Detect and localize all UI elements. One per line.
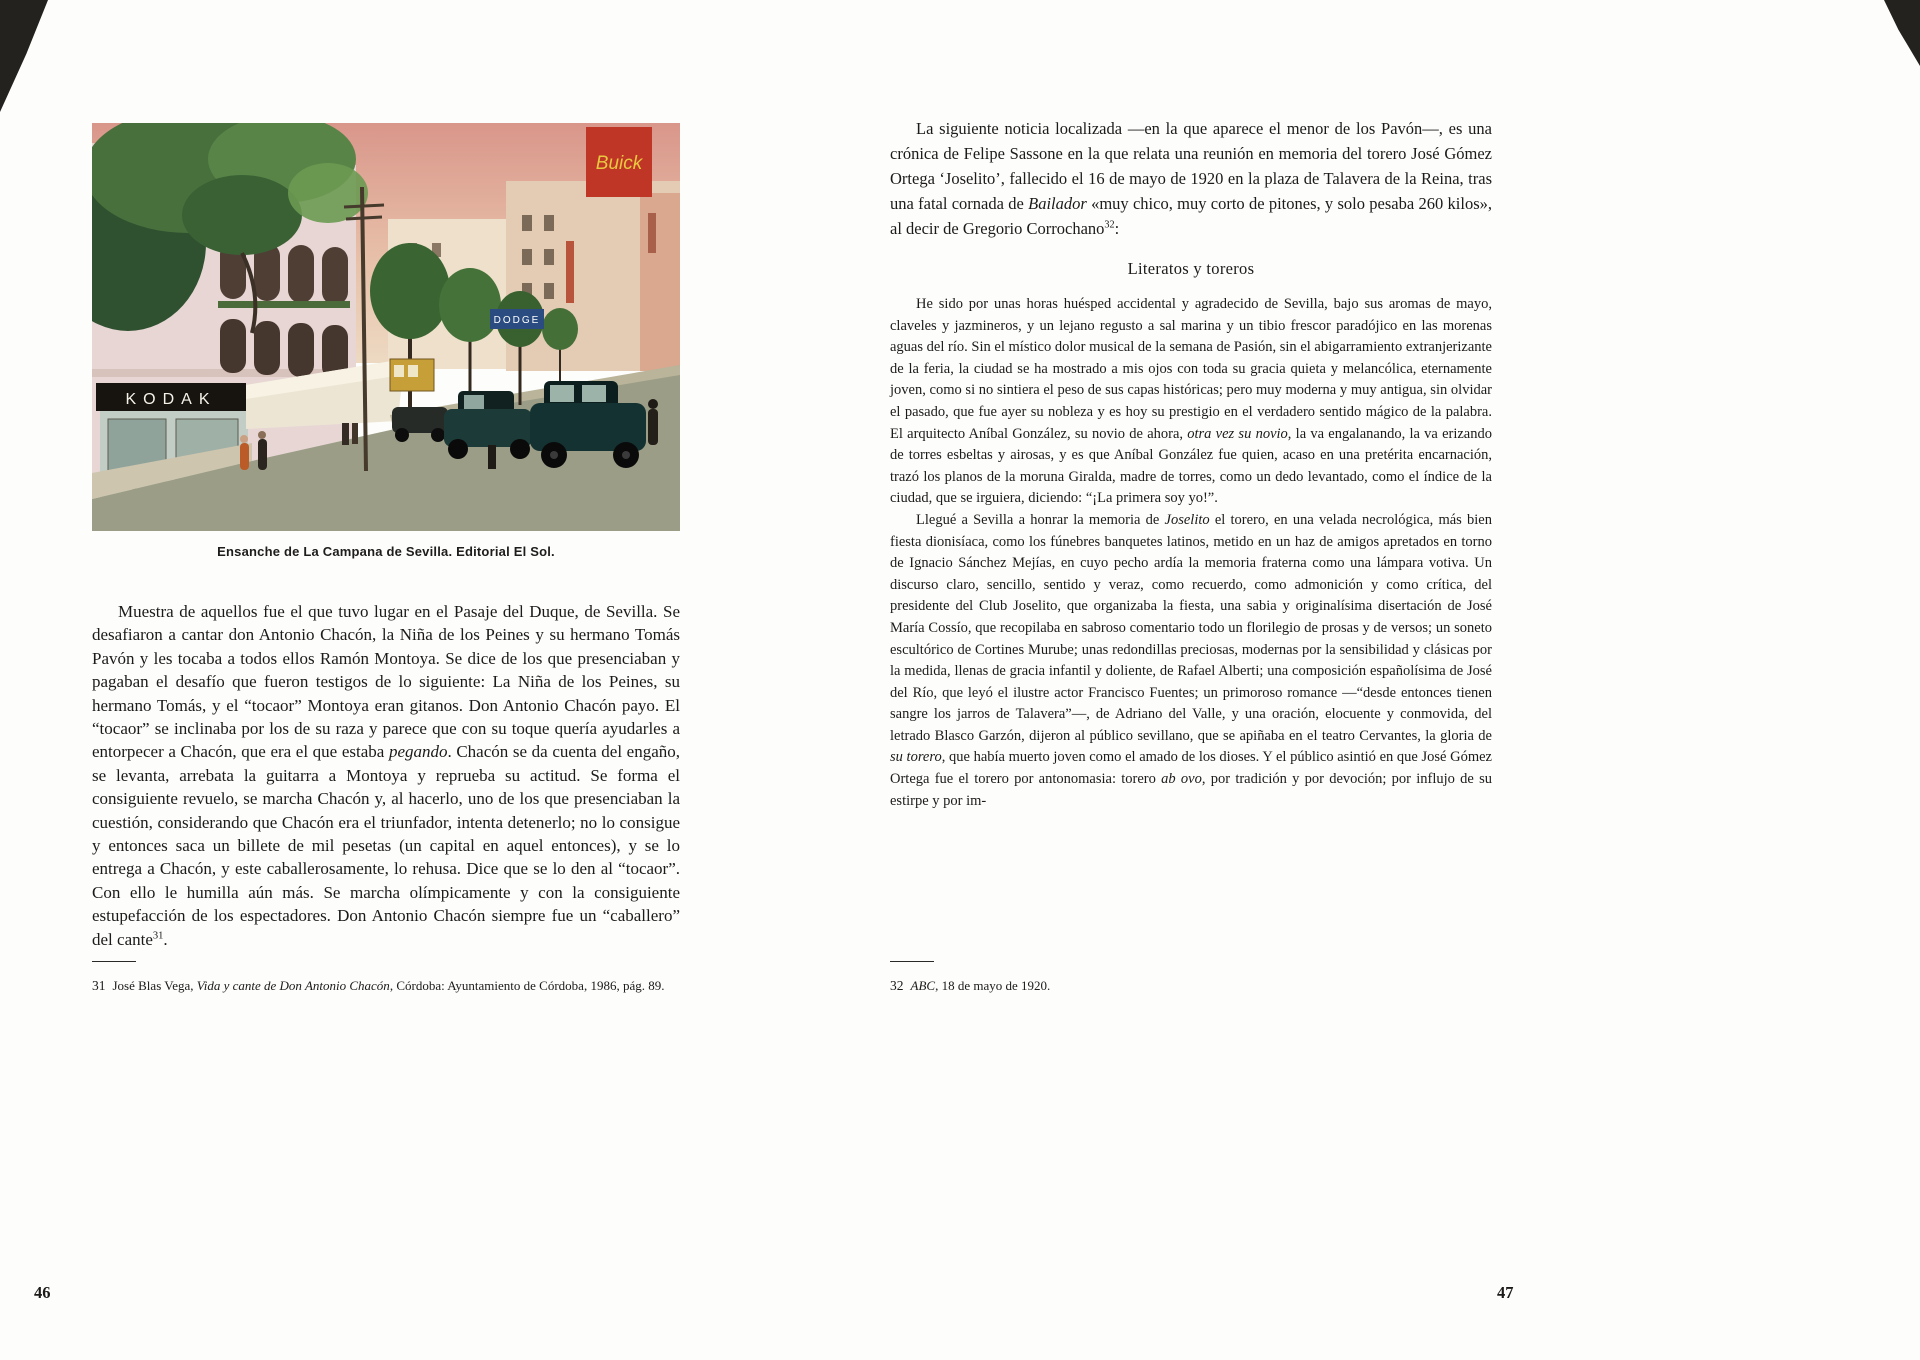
dodge-sign — [490, 309, 544, 329]
text-run: , 18 de mayo de 1920. — [935, 978, 1051, 993]
scan-shadow-top-left — [0, 0, 48, 112]
italic-run: otra vez su novio — [1187, 425, 1288, 442]
footnote-marker: 31 — [92, 978, 106, 993]
publication-title: ABC — [910, 978, 936, 993]
text-run: . Chacón se da cuenta del engaño, se levanta, arrebata la guitarra a Montoya y reprueba su actitud. Se forma el consiguiente revuelo, se marcha Chacón y, al hacerlo, uno de los que presenciaban la cuestión, considerando que Chacón era el triunfador, intenta detenerlo; no lo consigue y entonces saca un billete de mil pesetas (un capital en aquel entonces), y se lo entrega a Chacón, y este caballerosamente, lo rehusa. Dice que se lo den al “tocaor”. Con ello le humilla aún más. Se marcha olímpicamente y con la consiguiente estupefacción de los espectadores. Don Antonio Chacón siempre fue un “caballero” del cante — [92, 742, 681, 949]
italic-run: Bailador — [1028, 194, 1087, 213]
text-run: , que había muerto joven como el amado de los dioses. Y el público asintió en que José Gómez Ortega fue el torero por antonomasia: torero — [890, 749, 1492, 788]
left-footnote-block — [92, 961, 680, 995]
book-title: Vida y cante de Don Antonio Chacón — [196, 978, 390, 993]
footnote-marker: 32 — [890, 978, 904, 993]
right-footnote-block — [890, 961, 1492, 995]
kodak-text: KODAK — [125, 391, 217, 408]
italic-run: pegando — [388, 742, 448, 762]
block-quote — [890, 294, 1492, 812]
image-caption: Ensanche de La Campana de Sevilla. Editorial El Sol. — [217, 544, 555, 559]
scan-shadow-top-right — [1884, 0, 1920, 66]
text-run: José Blas Vega, — [112, 978, 197, 993]
footnote-32 — [890, 977, 1492, 995]
page-number-left: 46 — [34, 1283, 51, 1302]
text-run: el torero, en una velada necrológica, más bien fiesta dionisíaca, como los fúnebres banquetes latinos, metido en un haz de amigos apretados en torno de Ignacio Sánchez Mejías, en cuyo pecho ardía la memoria fraterna como una lámpara votiva. Un discurso claro, sencillo, sentido y veraz, como recuerdo, como admonición y como crítica, del presidente del Club Joselito, que organizaba la fiesta, una sabia y originalísima disertación de José María Cossío, que recopilaba en sabroso comentario todo un florilegio de prosas y de versos; un soneto escultórico de Cortines Murube; unas redondillas preciosas, modernas por la sensibilidad y clásicas por la medida, llenas de gracia infantil y doliente, de Rafael Alberti; una composición españolísima de José del Río, que leyó el ilustre actor Francisco Fuentes; un primoroso romance —“desde entonces tienen sangre los jarros de Talavera”—, de Adriano del Valle, y una oración, elocuente y conmovida, del letrado Blasco Garzón, dijeron al público sevillano, que se apiñaba en el teatro Cervantes, la gloria de — [890, 511, 1492, 744]
text-run: , la va engalanando, la va erizando de torres esbeltas y airosas, y es que Aníbal González fue quien, acaso en una pretérita encarnación, trazó los planos de la moruna Giralda, madre de torres, como un dedo levantado, como el índice de la ciudad, que se irguiera, diciendo: “¡La primera soy yo!”. — [890, 425, 1492, 507]
billboard — [586, 127, 652, 197]
italic-run: Joselito — [1164, 511, 1210, 528]
text-run: He sido por unas horas huésped accidental y agradecido de Sevilla, bajo sus aromas de mayo, claveles y jazmineros, y un lejano regusto a sal marina y un tibio frescor paradójico en las morenas aguas del río. Sin el místico dolor musical de la semana de Pasión, sin el abigarramiento extranjerizante de la feria, la ciudad se ha mostrado a mis ojos con toda su gracia quieta y melancólica, eternamente joven, como si no sintiera el peso de sus capas históricas; pero muy moderna y muy antigua, sin olvidar el pasado, que fue ayer su nobleza y es hoy su prestigio en el verdadero sentido mágico de la palabra. El arquitecto Aníbal González, su novio de ahora, — [890, 296, 1492, 442]
footnote-31 — [92, 977, 680, 995]
text-run: : — [1114, 219, 1120, 238]
left-body-paragraph — [92, 600, 680, 951]
footnote-ref-31: 31 — [152, 930, 164, 942]
text-run: . — [163, 929, 168, 949]
page-number-right: 47 — [1497, 1283, 1514, 1302]
postcard-figure — [92, 123, 680, 559]
tram — [390, 359, 434, 391]
text-run: Llegué a Sevilla a honrar la memoria de — [916, 511, 1165, 528]
postcard-image — [92, 123, 680, 531]
quote-paragraph-1 — [890, 294, 1492, 510]
text-run: La siguiente noticia localizada —en la que aparece el menor de los Pavón—, es una crónica de Felipe Sassone en la que relata una reunión en memoria del torero José Gómez Ortega ‘Joselito’, fallecido el 16 de mayo de 1920 en la plaza de Talavera de la Reina, tras una fatal cornada de — [890, 119, 1492, 213]
kodak-sign — [96, 383, 246, 411]
right-intro-paragraph — [890, 116, 1492, 241]
footnote-rule — [890, 961, 934, 962]
section-heading: Literatos y toreros — [1127, 259, 1255, 278]
text-run: , Córdoba: Ayuntamiento de Córdoba, 1986, pág. 89. — [389, 978, 665, 993]
footnote-rule — [92, 961, 136, 962]
right-text-column — [890, 116, 1492, 812]
text-run: Muestra de aquellos fue el que tuvo lugar en el Pasaje del Duque, de Sevilla. Se desafiaron a cantar don Antonio Chacón, la Niña de los Peines y su hermano Tomás Pavón y les tocaba a todos ellos Ramón Montoya. Se dice de los que presenciaban y pagaban el desafío que fueron testigos de lo siguiente: La Niña de los Peines, su hermano Tomás, y el “tocaor” Montoya eran gitanos. Don Antonio Chacón payo. El “tocaor” se inclinaba por los de su raza y parece que con su toque quería ayudarles a entorpecer a Chacón, que era el que estaba — [92, 602, 680, 762]
dodge-text: DODGE — [493, 315, 541, 326]
italic-run: su torero — [890, 749, 942, 766]
quote-paragraph-2 — [890, 510, 1492, 812]
billboard-text: Buick — [595, 153, 643, 174]
text-run: , por tradición y por devoción; por influjo de su estirpe y por im- — [890, 771, 1492, 809]
italic-run: ab ovo — [1161, 771, 1202, 788]
footnote-ref-32: 32 — [1104, 219, 1115, 231]
text-run: «muy chico, muy corto de pitones, y solo pesaba 260 kilos», al decir de Gregorio Corrochano — [890, 194, 1492, 238]
